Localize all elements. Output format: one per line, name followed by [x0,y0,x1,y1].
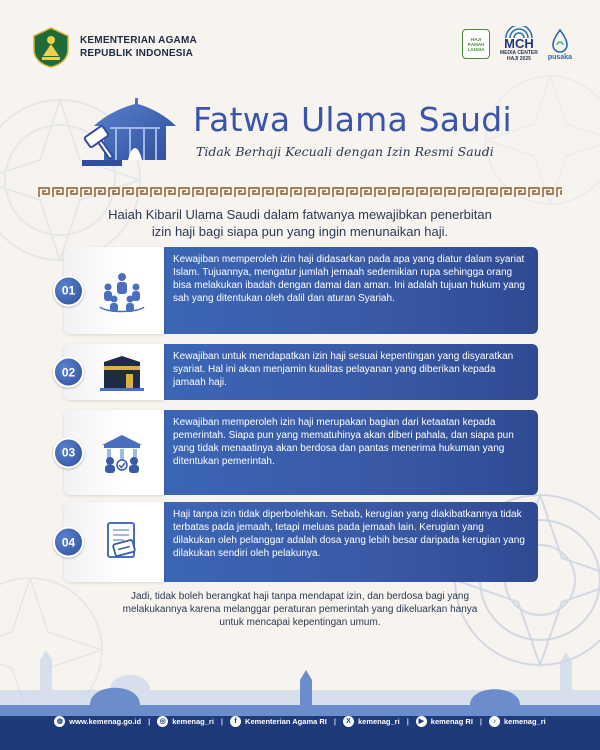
closing-line2: melakukannya karena melanggar peraturan pemerintah yang dikeluarkan hanya [122,604,478,615]
mch-text: MCH [504,36,534,51]
partner-logos [462,26,572,62]
point-card-01-text: Kewajiban memperoleh izin haji didasarkan pada apa yang diatur dalam syariat Islam. Tujuannya, mengatur jumlah jemaah sedemikian rupa sehingga orang bisa melakukan ibadah dengan damai dan aman. Ini adalah tujuan hukum yang sah yang ditentukan oleh dalil dan aturan Syariah. [164,247,538,334]
point-card-03-text: Kewajiban memperoleh izin haji merupakan bagian dari ketaatan kepada pemerintah. Siapa pun yang mematuhinya akan diberi pahala, dan siapa pun yang tidak menaatinya akan berdosa dan pantas menerima hukuman yang ditentukan pemerintah. [164,410,538,495]
point-card-04-icon-panel [61,502,164,582]
footer-facebook-text: Kementerian Agama RI [245,716,327,726]
mch-sub1: MEDIA CENTER [500,50,538,56]
point-card-04-text: Haji tanpa izin tidak diperbolehkan. Sebab, kerugian yang diakibatkannya tidak terbatas pada jemaah, tetapi meluas pada jemaah lain. Kerugian yang dilakukan oleh pelanggar adalah dosa yang lebih besar daripada kerugian yang dilakukan sendiri oleh pelakunya. [164,502,538,582]
footer-website-text: www.kemenag.go.id [69,716,142,726]
point-number-badge: 02 [53,357,84,388]
footer-tiktok[interactable] [489,716,546,727]
footer-facebook[interactable] [230,716,327,727]
government-people-icon [96,431,148,475]
footer-separator: | [148,716,151,726]
point-card-02-icon-panel [61,344,164,400]
point-card-04 [61,502,538,582]
pusaka-logo [548,28,572,61]
footer-instagram-text: kemenag_ri [172,716,214,726]
point-card-02 [61,344,538,400]
meander-border [38,186,562,198]
footer-separator: | [220,716,224,726]
point-card-02-text: Kewajiban untuk mendapatkan izin haji sesuai kepentingan yang disyaratkan syariat. Hal ini akan menjamin kualitas pelayanan yang diberikan kepada jamaah haji. [164,344,538,400]
point-card-03-icon-panel [61,410,164,495]
footer-youtube[interactable] [416,716,473,727]
mch-sub2: HAJI 2025 [506,56,531,62]
footer-separator: | [333,716,336,726]
footer-separator: | [406,716,409,726]
people-group-icon [96,269,148,313]
footer-youtube-text: kemenag RI [430,716,473,726]
instagram-icon: ◎ [157,716,168,727]
point-number-badge: 01 [53,275,84,306]
closing-line1: Jadi, tidak boleh berangkat haji tanpa mendapat izin, dan berdosa bagi yang [130,591,470,602]
footer-tiktok-text: kemenag_ri [504,716,546,726]
pusaka-drop-icon [550,28,570,54]
footer-instagram[interactable] [157,716,214,727]
point-number-badge: 03 [53,437,84,468]
mch-logo [500,26,538,62]
point-card-01-icon-panel [61,247,164,334]
intro-line2: izin haji bagi siapa pun yang ingin menunaikan haji. [151,224,449,239]
ministry-name [80,34,197,60]
closing-line3: untuk mencapai kepentingan umum. [219,617,381,628]
kemenag-emblem-icon [30,26,72,68]
intro-text [40,206,560,240]
haji-ramah-lansia-text: HAJI RAMAH LANSIA [467,36,485,52]
facebook-icon: f [230,716,241,727]
footer-website[interactable] [54,716,141,727]
visa-document-icon [96,520,148,564]
point-card-01 [61,247,538,334]
tent-gavel-icon [80,94,180,170]
pusaka-text: pusaka [547,53,572,61]
ministry-header [30,26,197,68]
ministry-name-line2: REPUBLIK INDONESIA [80,48,194,59]
tiktok-icon: ♪ [489,716,500,727]
globe-icon: ◍ [54,716,65,727]
page-title: Fatwa Ulama Saudi [193,100,512,139]
intro-line1: Haiah Kibaril Ulama Saudi dalam fatwanya mewajibkan penerbitan [108,207,492,222]
x-icon: X [343,716,354,727]
social-footer [0,708,600,734]
point-number-badge: 04 [53,527,84,558]
point-card-03 [61,410,538,495]
youtube-icon: ▶ [416,716,427,727]
ministry-name-line1: KEMENTERIAN AGAMA [80,35,197,46]
page-subtitle: Tidak Berhaji Kecuali dengan Izin Resmi Saudi [196,144,494,159]
footer-x[interactable] [343,716,400,727]
footer-x-text: kemenag_ri [357,716,400,726]
footer-separator: | [479,716,483,726]
haji-ramah-lansia-logo [462,29,490,59]
kaaba-icon [96,350,148,394]
